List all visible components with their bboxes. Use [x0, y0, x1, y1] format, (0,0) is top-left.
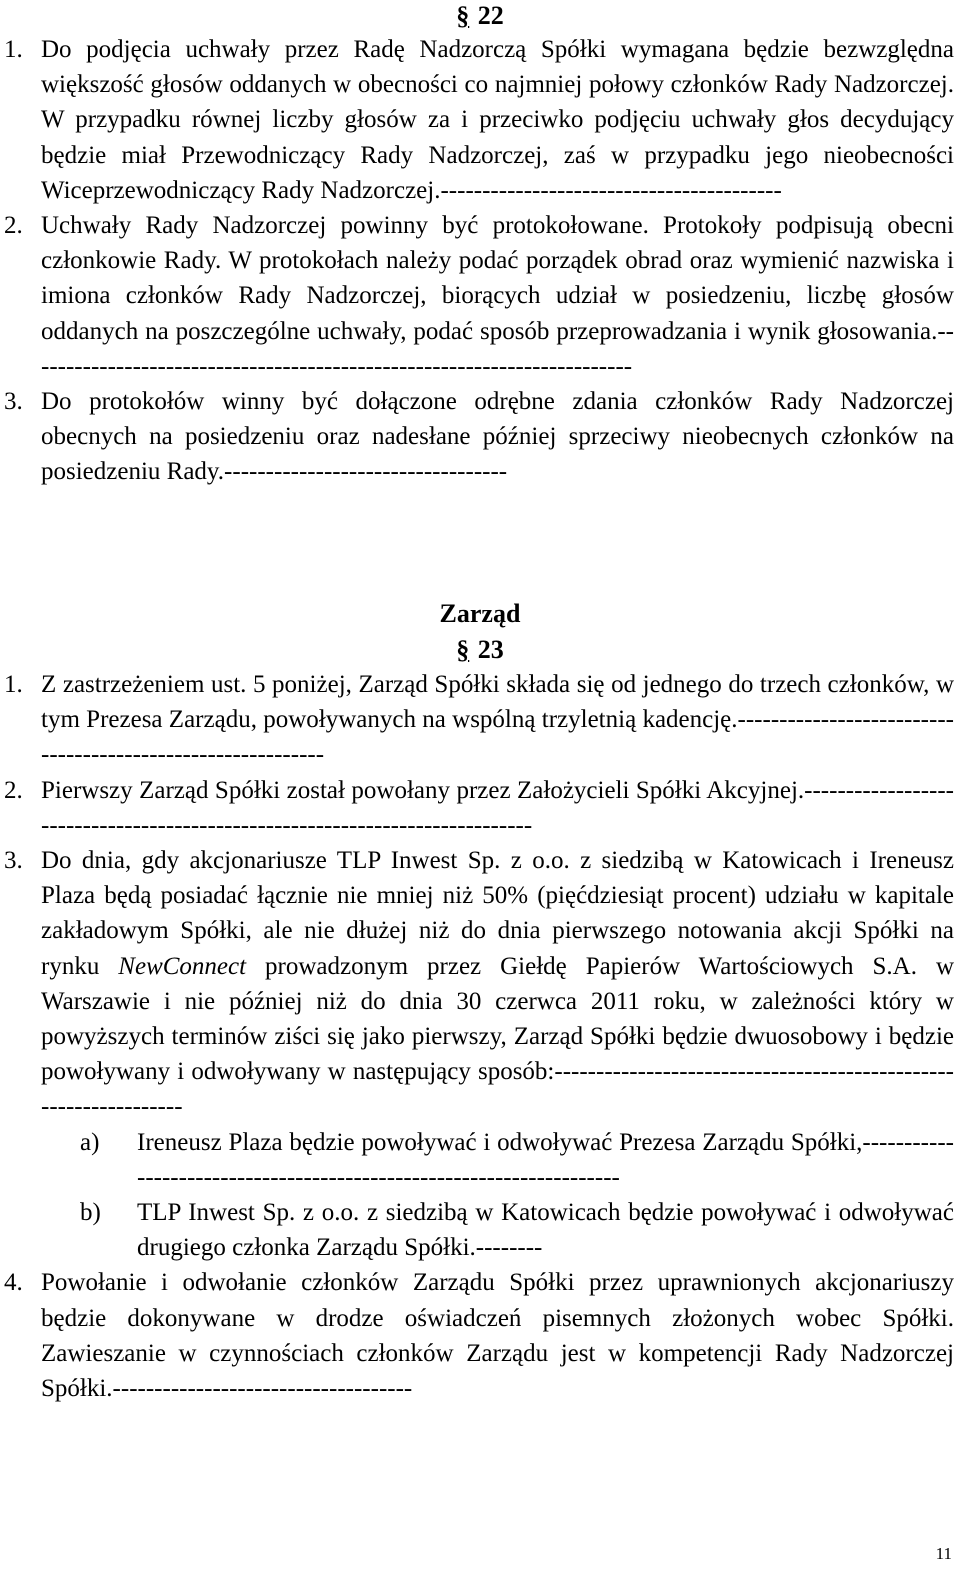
paragraph-number: 1.: [4, 36, 23, 63]
paragraph-text: Do podjęcia uchwały przez Radę Nadzorczą Spółki wymagana będzie bezwzględna większość głosów oddanych w obecności co najmniej połowy członków Rady Nadzorczej. W przypadku równej liczby głosów za i przeciwko podjęciu uchwały głos decydujący będzie miał Przewodniczący Rady Nadzorczej, zaś w przypadku jego nieobecności Wiceprzewodniczący Rady Nadzorczej.-----------------------------------------: [41, 36, 954, 204]
subparagraph-letter: b): [80, 1199, 101, 1227]
section-number: 22: [477, 1, 504, 30]
paragraph-number: 1.: [4, 671, 23, 698]
section-23-body: [0, 667, 960, 1406]
paragraph-23-1: [0, 667, 960, 773]
subparagraph-a: [0, 1125, 960, 1195]
section-symbol: §: [456, 635, 470, 664]
paragraph-22-2: [0, 208, 960, 384]
paragraph-22-1: [0, 32, 960, 208]
paragraph-text: Pierwszy Zarząd Spółki został powołany przez Założycieli Spółki Akcyjnej.-----------------------------------------------------------------------------: [41, 776, 954, 839]
paragraph-text-part: prowadzonym przez Giełdę Papierów Wartościowych S.A. w Warszawie i nie później niż do dnia 30 czerwca 2011 roku, w zależności który w powyższych terminów ziści się jako pierwszy, Zarząd Spółki będzie dwuosobowy i będzie powoływany i odwoływany w następujący sposób:-----------------------------------------------------------------: [41, 952, 954, 1121]
paragraph-number: 3.: [4, 847, 23, 875]
paragraph-text: Z zastrzeżeniem ust. 5 poniżej, Zarząd Spółki składa się od jednego do trzech członków, w tym Prezesa Zarządu, powoływanych na wspólną trzyletnią kadencję.------------------------------------------------------------: [41, 671, 954, 769]
section-heading-22: [0, 0, 960, 34]
subparagraph-b: [0, 1195, 960, 1265]
paragraph-23-3: [0, 843, 960, 1125]
paragraph-number: 2.: [4, 776, 23, 804]
paragraph-text: Uchwały Rady Nadzorczej powinny być protokołowane. Protokoły podpisują obecni członkowie Rady. W protokołach należy podać porządek obrad oraz wymienić nazwiska i imiona członków Rady Nadzorczej, biorących udział w posiedzeniu, liczbę głosów oddanych na poszczególne uchwały, podać sposób przeprowadzania i wynik głosowania.-------------------------------------------------------------------------: [41, 212, 954, 380]
subparagraph-text: Ireneusz Plaza będzie powoływać i odwoływać Prezesa Zarządu Spółki,---------------------------------------------------------------------: [137, 1128, 954, 1191]
chapter-title-zarzad: Zarząd: [439, 599, 521, 628]
subparagraph-text: TLP Inwest Sp. z o.o. z siedzibą w Katowicach będzie powoływać i odwoływać drugiego członka Zarządu Spółki.--------: [137, 1199, 954, 1262]
paragraph-number: 4.: [4, 1269, 23, 1297]
section-heading-23: [0, 632, 960, 668]
paragraph-text: Do protokołów winny być dołączone odrębne zdania członków Rady Nadzorczej obecnych na posiedzeniu oraz nadesłane później sprzeciwy nieobecnych członków na posiedzeniu Rady.----------------------------------: [41, 388, 954, 486]
paragraph-number: 3.: [4, 388, 23, 416]
subparagraph-letter: a): [80, 1128, 100, 1156]
section-number: 23: [477, 635, 504, 664]
paragraph-number: 2.: [4, 212, 23, 240]
market-name-italic: NewConnect: [118, 952, 247, 980]
section-22-body: [0, 32, 960, 490]
page-number: 11: [935, 1544, 952, 1563]
section-symbol: §: [456, 1, 470, 30]
paragraph-text: Powołanie i odwołanie członków Zarządu Spółki przez uprawnionych akcjonariuszy będzie dokonywane w drodze oświadczeń pisemnych złożonych wobec Spółki. Zawieszanie w czynnościach członków Zarządu jest w kompetencji Rady Nadzorczej Spółki.------------------------------------: [41, 1269, 954, 1403]
paragraph-23-2: [0, 773, 960, 843]
paragraph-23-4: [0, 1265, 960, 1406]
paragraph-22-3: [0, 384, 960, 490]
paragraph-text-part: Do dnia, gdy akcjonariusze TLP Inwest Sp. z o.o. z siedzibą w Katowicach i Ireneusz Plaza będą posiadać łącznie nie mniej niż 50% (pięćdziesiąt procent) udziału w kapitale zakładowym Spółki, ale nie dłużej niż do dnia pierwszego notowania akcji Spółki na rynku: [41, 847, 954, 980]
